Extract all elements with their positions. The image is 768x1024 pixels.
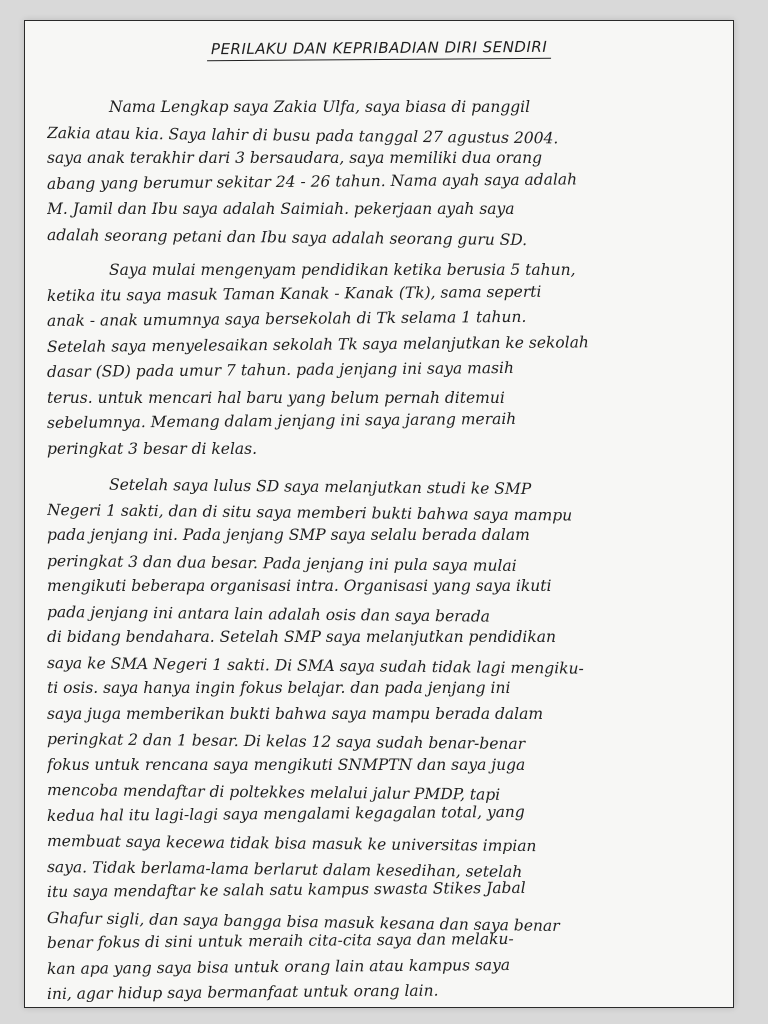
page-title [25, 39, 733, 60]
essay-body [47, 95, 713, 1008]
text-line: saya. Tidak berlama-lama berlarut dalam kesedihan, setelah [46, 857, 523, 881]
text-line: adalah seorang petani dan Ibu saya adalah seorang guru SD. [46, 225, 528, 249]
text-line: di bidang bendahara. Setelah SMP saya melanjutkan pendidikan [47, 628, 556, 646]
text-line: pada jenjang ini. Pada jenjang SMP saya selalu berada dalam [47, 526, 530, 544]
text-line: itu saya mendaftar ke salah satu kampus swasta Stikes Jabal [46, 878, 526, 901]
text-line: mencoba mendaftar di poltekkes melalui jalur PMDP, tapi [46, 781, 501, 804]
text-line: peringkat 2 dan 1 besar. Di kelas 12 saya sudah benar-benar [46, 730, 526, 754]
text-line: ti osis. saya hanya ingin fokus belajar. dan pada jenjang ini [47, 679, 511, 697]
text-line: peringkat 3 besar di kelas. [47, 439, 258, 458]
text-line: saya ke SMA Negeri 1 sakti. Di SMA saya sudah tidak lagi mengiku- [46, 653, 584, 678]
text-line: ketika itu saya masuk Taman Kanak - Kanak (Tk), sama seperti [46, 282, 542, 305]
text-line: fokus untuk rencana saya mengikuti SNMPTN dan saya juga [47, 755, 526, 774]
page-title-text: PERILAKU DAN KEPRIBADIAN DIRI SENDIRI [207, 38, 551, 61]
text-line: peringkat 3 dan dua besar. Pada jenjang ini pula saya mulai [46, 551, 517, 575]
text-line: Nama Lengkap saya Zakia Ulfa, saya biasa di panggil [109, 98, 531, 116]
text-line: Setelah saya lulus SD saya melanjutkan studi ke SMP [108, 475, 532, 499]
text-line: benar fokus di sini untuk meraih cita-cita saya dan melaku- [46, 929, 514, 952]
text-line: abang yang berumur sekitar 24 - 26 tahun. Nama ayah saya adalah [46, 169, 578, 193]
text-line: saya anak terakhir dari 3 bersaudara, saya memiliki dua orang [47, 149, 543, 167]
text-line: Setelah saya menyelesaikan sekolah Tk saya melanjutkan ke sekolah [46, 332, 589, 356]
text-line: mengikuti beberapa organisasi intra. Organisasi yang saya ikuti [47, 577, 552, 595]
text-line: Zakia atau kia. Saya lahir di busu pada tanggal 27 agustus 2004. [46, 123, 559, 147]
handwritten-page [24, 20, 734, 1008]
text-line: M. Jamil dan Ibu saya adalah Saimiah. pekerjaan ayah saya [47, 200, 515, 218]
text-line: kan apa yang saya bisa untuk orang lain atau kampus saya [46, 955, 511, 978]
text-line: ini, agar hidup saya bermanfaat untuk orang lain. [46, 981, 439, 1003]
text-line: Ghafur sigli, dan saya bangga bisa masuk kesana dan saya benar [46, 908, 560, 935]
text-line: terus. untuk mencari hal baru yang belum pernah ditemui [47, 388, 505, 407]
text-line: saya juga memberikan bukti bahwa saya mampu berada dalam [47, 704, 544, 723]
text-line: pada jenjang ini antara lain adalah osis dan saya berada [46, 602, 491, 626]
text-line: Saya mulai mengenyam pendidikan ketika berusia 5 tahun, [109, 261, 576, 279]
text-line: Negeri 1 sakti, dan di situ saya memberi bukti bahwa saya mampu [46, 500, 573, 524]
text-line: sebelumnya. Memang dalam jenjang ini saya jarang meraih [46, 409, 517, 432]
text-line: dasar (SD) pada umur 7 tahun. pada jenjang ini saya masih [46, 358, 515, 381]
text-line: anak - anak umumnya saya bersekolah di Tk selama 1 tahun. [46, 307, 527, 330]
text-line: membuat saya kecewa tidak bisa masuk ke universitas impian [46, 832, 537, 856]
text-line: kedua hal itu lagi-lagi saya mengalami kegagalan total, yang [46, 802, 525, 825]
